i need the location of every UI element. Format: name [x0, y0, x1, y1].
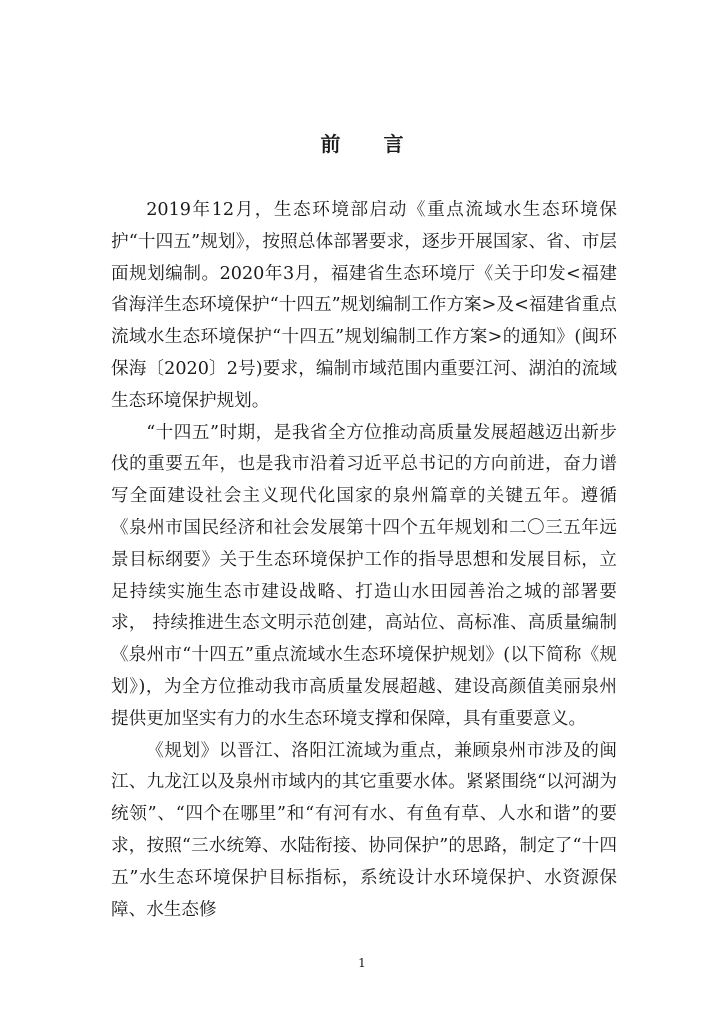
paragraph-2: “十四五”时期，是我省全方位推动高质量发展超越迈出新步伐的重要五年，也是我市沿着习近平总书记的方向前进，奋力谱写全面建设社会主义现代化国家的泉州篇章的关键五年。遵循《泉州市国民经济和社会发展第十四个五年规划和二〇三五年远景目标纲要》关于生态环境保护工作的指导思想和发展目标，立足持续实施生态市建设战略、打造山水田园善治之城的部署要求， 持续推进生态文明示范创建，高站位、高标准、高质量编制《泉州市“十四五”重点流域水生态环境保护规划》(以下简称《规划》)，为全方位推动我市高质量发展超越、建设高颜值美丽泉州提供更加坚实有力的水生态环境支撑和保障，具有重要意义。 [111, 422, 617, 729]
page-number: 1 [358, 956, 366, 970]
body-text [111, 195, 617, 926]
paragraph-3: 《规划》以晋江、洛阳江流域为重点，兼顾泉州市涉及的闽江、九龙江以及泉州市域内的其它重要水体。紧紧围绕“以河湖为统领”、“四个在哪里”和“有河有水、有鱼有草、人水和谐”的要求，按照“三水统筹、水陆衔接、协同保护”的思路，制定了“十四五”水生态环境保护目标指标，系统设计水环境保护、水资源保障、水生态修 [111, 740, 617, 920]
paragraph-1: 2019年12月，生态环境部启动《重点流域水生态环境保护“十四五”规划》，按照总体部署要求，逐步开展国家、省、市层面规划编制。2020年3月，福建省生态环境厅《关于印发<福建省海洋生态环境保护“十四五”规划编制工作方案>及<福建省重点流域水生态环境保护“十四五”规划编制工作方案>的通知》(闽环保海〔2020〕2号)要求，编制市域范围内重要江河、湖泊的流域生态环境保护规划。 [111, 200, 617, 411]
page-title: 前 言 [320, 132, 422, 156]
